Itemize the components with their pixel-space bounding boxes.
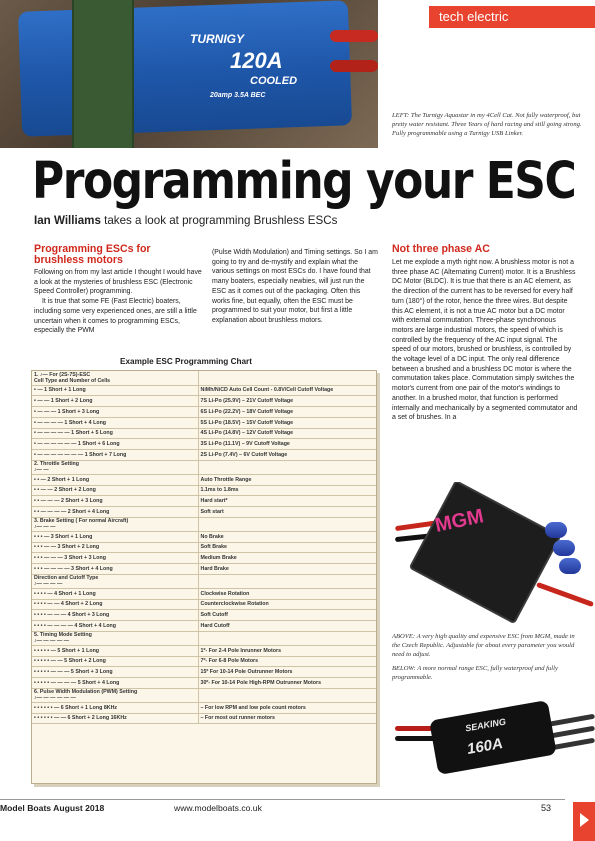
chart-cell-setting: 1.1ms to 1.8ms — [198, 485, 376, 496]
capacitor — [545, 522, 567, 538]
chart-cell-code: • • • • • • — — 6 Short + 2 Long 16KHz — [32, 713, 198, 724]
chart-row — [32, 417, 376, 428]
arrow-right-icon — [580, 813, 589, 827]
chart-cell-setting: Soft Cutoff — [198, 610, 376, 621]
capacitor — [553, 540, 575, 556]
chart-row — [32, 621, 376, 632]
chart-cell-code: • • • • • — 5 Short + 1 Long — [32, 645, 198, 656]
caption-below: BELOW: A more normal range ESC, fully waterproof and fully programmable. — [392, 665, 558, 682]
esc-rating: 120A — [230, 48, 283, 73]
footer-rule — [0, 799, 565, 800]
chart-cell-code: • • • • • • — 6 Short + 1 Long 8KHz — [32, 702, 198, 713]
mgm-esc-photo — [395, 482, 595, 632]
page-number: 53 — [541, 803, 552, 813]
col3-body — [392, 258, 578, 423]
chart-cell-code: • • — — 2 Short + 2 Long — [32, 485, 198, 496]
chart-cell-setting: 30º- For 10-14 Pole High-RPM Outrunner Motors — [198, 678, 376, 689]
chart-row — [32, 439, 376, 450]
chart-row — [32, 678, 376, 689]
chart-cell-setting: 4S Li-Po (14.8V) – 12V Cutoff Voltage — [198, 428, 376, 439]
chart-cell-code: • — — — — — — 1 Short + 6 Long — [32, 439, 198, 450]
caption-above: ABOVE: A very high quality and expensive ESC from MGM, made in the Czech Republic. Adjustable for about every parameter you would need to adjust. — [392, 633, 575, 658]
chart-cell-setting — [198, 631, 376, 645]
esc-brand: TURNIGY — [190, 32, 244, 46]
chart-cell-code: • • • — — — 3 Short + 3 Long — [32, 553, 198, 564]
top-photo-esc — [0, 0, 378, 148]
chart-table — [32, 371, 376, 724]
power-wire — [330, 60, 378, 72]
chart-cell-code: • • • • — — 4 Short + 2 Long — [32, 599, 198, 610]
paragraph: (Pulse Width Modulation) and Timing settings. So I am going to try and de-mystify and explain what the various settings on most ESCs do. I have found that many boaters, especially newbies, will just run the ESC as it comes out of the packaging. Often this works fine, but equally, often the ESC must be programmed to suit your motor, but first a little explanation about brushless motors. — [212, 249, 378, 324]
paragraph: It is true that some FE (Fast Electric) boaters, including some very experienced ones, are still a little uncertain when it comes to programming ESCs, especially the PWM — [34, 298, 197, 335]
chart-cell-code: • • • • — — — — 4 Short + 4 Long — [32, 621, 198, 632]
chart-cell-code: • • — 2 Short + 1 Long — [32, 474, 198, 485]
chart-cell-setting: Soft start — [198, 507, 376, 518]
chart-row — [32, 588, 376, 599]
chart-cell-setting — [198, 371, 376, 385]
esc2-rating: 160A — [465, 735, 505, 758]
chart-cell-setting: Hard Brake — [198, 564, 376, 575]
chart-row — [32, 531, 376, 542]
mid-caption — [392, 633, 582, 683]
chart-row — [32, 553, 376, 564]
seaking-esc-photo — [395, 690, 595, 790]
chart-cell-setting — [198, 517, 376, 531]
chart-cell-setting: 6S Li-Po (22.2V) – 18V Cutoff Voltage — [198, 407, 376, 418]
col2-body — [212, 248, 378, 326]
chart-cell-code: 3. Brake Setting ( For normal Aircraft) ♪— — — — [32, 517, 198, 531]
chart-row — [32, 645, 376, 656]
chart-cell-setting: Clockwise Rotation — [198, 588, 376, 599]
chart-cell-setting: Hard Cutoff — [198, 621, 376, 632]
chart-section-row — [32, 460, 376, 474]
paragraph: Following on from my last article I thought I would have a look at the mysteries of brushless ESC (Electronic Speed Controller) programming. — [34, 269, 202, 296]
page-corner-tab — [573, 802, 595, 841]
chart-cell-setting: Soft Brake — [198, 542, 376, 553]
chart-row — [32, 564, 376, 575]
chart-cell-code: • • • • • — — — — 5 Short + 4 Long — [32, 678, 198, 689]
chart-cell-code: • — — — — 1 Short + 4 Long — [32, 417, 198, 428]
chart-title: Example ESC Programming Chart — [120, 357, 252, 366]
chart-cell-setting: 15º For 10-14 Pole Outrunner Motors — [198, 667, 376, 678]
chart-row — [32, 396, 376, 407]
esc-cooled: COOLED — [250, 75, 298, 87]
esc2-brand: SEAKING — [464, 716, 507, 734]
chart-cell-code: • — — — — — — — 1 Short + 7 Long — [32, 450, 198, 461]
chart-row — [32, 667, 376, 678]
chart-cell-code: • • • — 3 Short + 1 Long — [32, 531, 198, 542]
board-logo: MGM — [433, 505, 486, 537]
chart-row — [32, 610, 376, 621]
chart-cell-code: • • • — — 3 Short + 2 Long — [32, 542, 198, 553]
chart-cell-setting — [198, 460, 376, 474]
top-caption: LEFT: The Turnigy Aquastar in my 4Cell Cat. Not fully waterproof, but pretty water resistant. Three Years of hard racing and still going strong. Fully programmable using a Turnigy USB Linker. — [392, 112, 582, 137]
chart-cell-setting: 7S Li-Po (25.9V) – 21V Cutoff Voltage — [198, 396, 376, 407]
paragraph: Let me explode a myth right now. A brushless motor is not a three phase AC (Alternating Current) motor. It is a Brushless DC Motor (BLDC). It is true that there is an AC element, as the direction of the current has to be reversed for every half turn (180°) of the rotor, hence the three wires. But despite this AC element, it is not a true AC motor but a DC motor with external commutation. Three-phase synchronous motors are large industrial motors, the speed of which is controlled by the frequency of the AC input signal. The speed of our motors, brushed or brushless, is controlled by the voltage level of a DC input. The only real difference between a brushed and a brushless DC motor is where the commutation takes place. Commutation simply switches the motor's current from one pair of the motor's windings to another. In a brushed motor, that function is performed internally and mechanically by a segmented commutator and a set of brushes. In a — [392, 259, 578, 422]
chart-cell-setting: 7º- For 6-8 Pole Motors — [198, 656, 376, 667]
chart-cell-setting: NiMh/NiCD Auto Cell Count - 0.8V/Cell Cutoff Voltage — [198, 385, 376, 396]
chart-row — [32, 713, 376, 724]
chart-cell-code: • — — — 1 Short + 3 Long — [32, 407, 198, 418]
chart-row — [32, 542, 376, 553]
chart-cell-setting: 5S Li-Po (18.5V) – 15V Cutoff Voltage — [198, 417, 376, 428]
section-tab: tech electric — [429, 6, 595, 28]
chart-row — [32, 485, 376, 496]
chart-section-row — [32, 517, 376, 531]
chart-section-row — [32, 371, 376, 385]
chart-cell-setting: – For low RPM and low pole count motors — [198, 702, 376, 713]
chart-cell-setting — [198, 688, 376, 702]
wire — [545, 714, 595, 728]
esc-spec: 20amp 3.5A BEC — [210, 92, 266, 99]
chart-cell-setting: 1º- For 2-4 Pole Inrunner Motors — [198, 645, 376, 656]
chart-row — [32, 385, 376, 396]
power-wire — [330, 30, 378, 42]
chart-cell-setting: No Brake — [198, 531, 376, 542]
chart-cell-setting: 2S Li-Po (7.4V) – 6V Cutoff Voltage — [198, 450, 376, 461]
headline: Programming your ESC — [32, 152, 576, 211]
chart-row — [32, 507, 376, 518]
chart-cell-code: Direction and Cutoff Type ♪— — — — — [32, 574, 198, 588]
chart-section-row — [32, 631, 376, 645]
chart-cell-setting: Hard start* — [198, 496, 376, 507]
velcro-strap — [72, 0, 134, 148]
standfirst — [34, 214, 337, 227]
col1-heading: Programming ESCs for brushless motors — [34, 243, 151, 266]
programming-chart — [31, 370, 377, 784]
chart-cell-setting: – For most out runner motors — [198, 713, 376, 724]
chart-cell-code: • • • • — — — 4 Short + 3 Long — [32, 610, 198, 621]
esc-heatshrink — [18, 0, 352, 136]
chart-cell-code: • — — — — — 1 Short + 5 Long — [32, 428, 198, 439]
chart-cell-setting: Auto Throttle Range — [198, 474, 376, 485]
chart-cell-code: 2. Throttle Setting ♪— — — [32, 460, 198, 474]
chart-cell-setting — [198, 574, 376, 588]
chart-cell-code: • • • • • — — — 5 Short + 3 Long — [32, 667, 198, 678]
chart-cell-code: • • — — — 2 Short + 3 Long — [32, 496, 198, 507]
footer-website: www.modelboats.co.uk — [174, 803, 262, 813]
chart-cell-code: • • • • — 4 Short + 1 Long — [32, 588, 198, 599]
chart-cell-code: • • • — — — — 3 Short + 4 Long — [32, 564, 198, 575]
chart-row — [32, 474, 376, 485]
chart-cell-code: • — — 1 Short + 2 Long — [32, 396, 198, 407]
chart-cell-setting: 3S Li-Po (11.1V) – 9V Cutoff Voltage — [198, 439, 376, 450]
chart-row — [32, 656, 376, 667]
chart-cell-code: • — 1 Short + 1 Long — [32, 385, 198, 396]
wire — [536, 582, 594, 607]
capacitor — [559, 558, 581, 574]
chart-section-row — [32, 574, 376, 588]
chart-cell-code: 1. ♪— For (2S-7S)-ESC Cell Type and Number of Cells — [32, 371, 198, 385]
chart-cell-setting: Counterclockwise Rotation — [198, 599, 376, 610]
footer-magazine — [0, 803, 104, 813]
chart-row — [32, 599, 376, 610]
magazine-issue: Model Boats August 2018 — [0, 803, 105, 813]
chart-cell-code: • • • • • — — 5 Short + 2 Long — [32, 656, 198, 667]
chart-row — [32, 702, 376, 713]
chart-cell-code: 5. Timing Mode Setting ♪— — — — — — [32, 631, 198, 645]
standfirst-text: takes a look at programming Brushless ESCs — [100, 214, 338, 227]
chart-row — [32, 496, 376, 507]
col1-body — [34, 268, 202, 336]
chart-cell-setting: Medium Brake — [198, 553, 376, 564]
circuit-board — [409, 482, 562, 624]
chart-row — [32, 450, 376, 461]
author: Ian Williams — [34, 214, 101, 227]
chart-row — [32, 407, 376, 418]
chart-cell-code: 6. Pulse Width Modulation (PWM) Setting ♪— — — — — — — [32, 688, 198, 702]
col3-heading: Not three phase AC — [392, 243, 490, 255]
chart-section-row — [32, 688, 376, 702]
chart-row — [32, 428, 376, 439]
chart-cell-code: • • — — — — 2 Short + 4 Long — [32, 507, 198, 518]
